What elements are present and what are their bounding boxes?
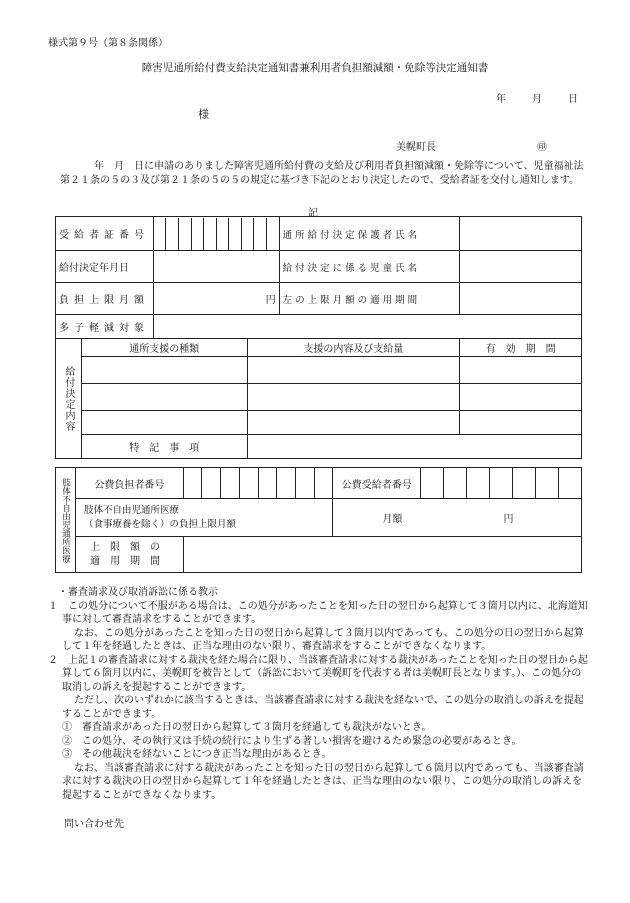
document-title: 障害児通所給付費支給決定通知書兼利用者負担額減額・免除等決定通知書 — [141, 62, 489, 74]
medical-period-label — [75, 537, 183, 573]
multi-child-label: 多子軽減対象 — [56, 315, 154, 339]
intro-text: 年 月 日に申請のありました障害児通所給付費の支給及び利用者負担額減額・免除等について、児童福祉法第２１条の５の３及び第２１条の５の５の規定に基づき下記のとおり決定したので、受給者証を交付し通知します。 — [60, 161, 584, 186]
issuer-name: 美幌町長 — [396, 142, 436, 153]
ki-mark: 記 — [308, 208, 318, 219]
remarks-label: 特 記 事 項 — [81, 435, 247, 459]
remarks-input[interactable] — [247, 435, 581, 459]
form-number: 様式第９号（第８条関係） — [48, 38, 168, 49]
service-cell[interactable] — [81, 384, 247, 411]
child-name-input[interactable] — [460, 251, 582, 283]
note-2: ２ 上記１の審査請求に対する裁決を経た場合に限り、当該審査請求に対する裁決があったことを知った日の翌日から起算して６箇月以内に、美幌町を被告として（訴訟において美幌町を代表する者は美幌町長となります。）、この処分の取消しの訴えを提起することができます。 — [48, 654, 588, 693]
upper-limit-label: 負担上限月額 — [56, 283, 154, 315]
medical-limit-line1: 肢体不自由児通所医療 — [83, 504, 179, 516]
condition-1: ① 審査請求があった日の翌日から起算して３箇月を経過しても裁決がないとき。 — [62, 722, 432, 733]
period-cell[interactable] — [460, 357, 582, 384]
upper-limit-yen[interactable]: 円 — [153, 283, 279, 315]
period-cell[interactable] — [460, 384, 582, 411]
decision-date-input[interactable] — [153, 251, 279, 283]
medical-limit-input[interactable] — [333, 499, 582, 537]
medical-period-line2: 適 用 期 間 — [89, 555, 160, 567]
child-name-label: 給付決定に係る児童氏名 — [279, 251, 460, 283]
col-valid-period: 有 効 期 間 — [460, 339, 582, 357]
appeal-notes — [48, 586, 588, 802]
issue-date: 年 月 日 — [496, 94, 580, 105]
medical-limit-label — [75, 499, 332, 537]
guardian-name-input[interactable] — [460, 217, 582, 251]
decision-table — [55, 216, 582, 459]
limit-period-label: 左の上限月額の適用期間 — [279, 283, 460, 315]
intro-paragraph — [60, 160, 585, 187]
benefit-content-label: 給付決定内容 — [56, 339, 82, 459]
recipient-cert-label: 受給者証番号 — [56, 217, 154, 251]
content-cell[interactable] — [247, 411, 460, 435]
public-recipient-label: 公費受給者番号 — [333, 468, 421, 499]
condition-3: ③ その他裁決を経ないことにつき正当な理由があるとき。 — [62, 749, 332, 760]
medical-limit-line2: （食事療養を除く）の負担上限月額 — [83, 518, 236, 530]
guardian-name-label: 通所給付決定保護者氏名 — [279, 217, 460, 251]
public-payer-label: 公費負担者番号 — [75, 468, 183, 499]
service-cell[interactable] — [81, 357, 247, 384]
period-cell[interactable] — [460, 411, 582, 435]
content-cell[interactable] — [247, 357, 460, 384]
note-2b: ただし、次のいずれかに該当するときは、当該審査請求に対する裁決を経ないで、この処分の取消しの訴えを提起することができます。 — [62, 695, 584, 720]
medical-yen: 円 — [503, 514, 514, 525]
recipient-cert-input[interactable] — [153, 217, 279, 251]
medical-period-line1: 上 限 額 の — [89, 541, 160, 553]
medical-side-label: 肢体不自由児通所医療 — [56, 468, 76, 573]
medical-period-input[interactable] — [183, 537, 581, 573]
medical-table — [55, 467, 582, 573]
notes-heading: ・審査請求及び取消訴訟に係る教示 — [58, 587, 218, 598]
note-1b: なお、この処分があったことを知った日の翌日から起算して３箇月以内であっても、この処分の日の翌日から起算して１年を経過したときは、正当な理由のない限り、審査請求をすることができなくなります。 — [62, 627, 584, 652]
col-service-type: 通所支援の種類 — [81, 339, 247, 357]
decision-date-label: 給付決定年月日 — [56, 251, 154, 283]
col-content-amount: 支援の内容及び支給量 — [247, 339, 460, 357]
limit-period-input[interactable] — [460, 283, 582, 315]
inquiry-label: 問い合わせ先 — [64, 819, 124, 830]
recipient-suffix: 様 — [198, 108, 209, 121]
seal-mark: ㊞ — [537, 142, 547, 153]
public-payer-input[interactable] — [183, 468, 333, 499]
public-recipient-input[interactable] — [421, 468, 582, 499]
note-1: １ この処分について不服がある場合は、この処分があったことを知った日の翌日から起算して３箇月以内に、北海道知事に対して審査請求をすることができます。 — [48, 600, 588, 625]
service-cell[interactable] — [81, 411, 247, 435]
monthly-label: 月額 — [382, 514, 403, 525]
note-2c: なお、当該審査請求に対する裁決があったことを知った日の翌日から起算して６箇月以内であっても、当該審査請求に対する裁決の日の翌日から起算して１年を経過したときは、正当な理由のない限り、この処分の取消しの訴えを提起することができなくなります。 — [62, 762, 584, 801]
multi-child-input[interactable] — [153, 315, 581, 339]
condition-2: ② この処分、その執行又は手続の続行により生ずる著しい損害を避けるため緊急の必要があるとき。 — [62, 735, 522, 747]
content-cell[interactable] — [247, 384, 460, 411]
